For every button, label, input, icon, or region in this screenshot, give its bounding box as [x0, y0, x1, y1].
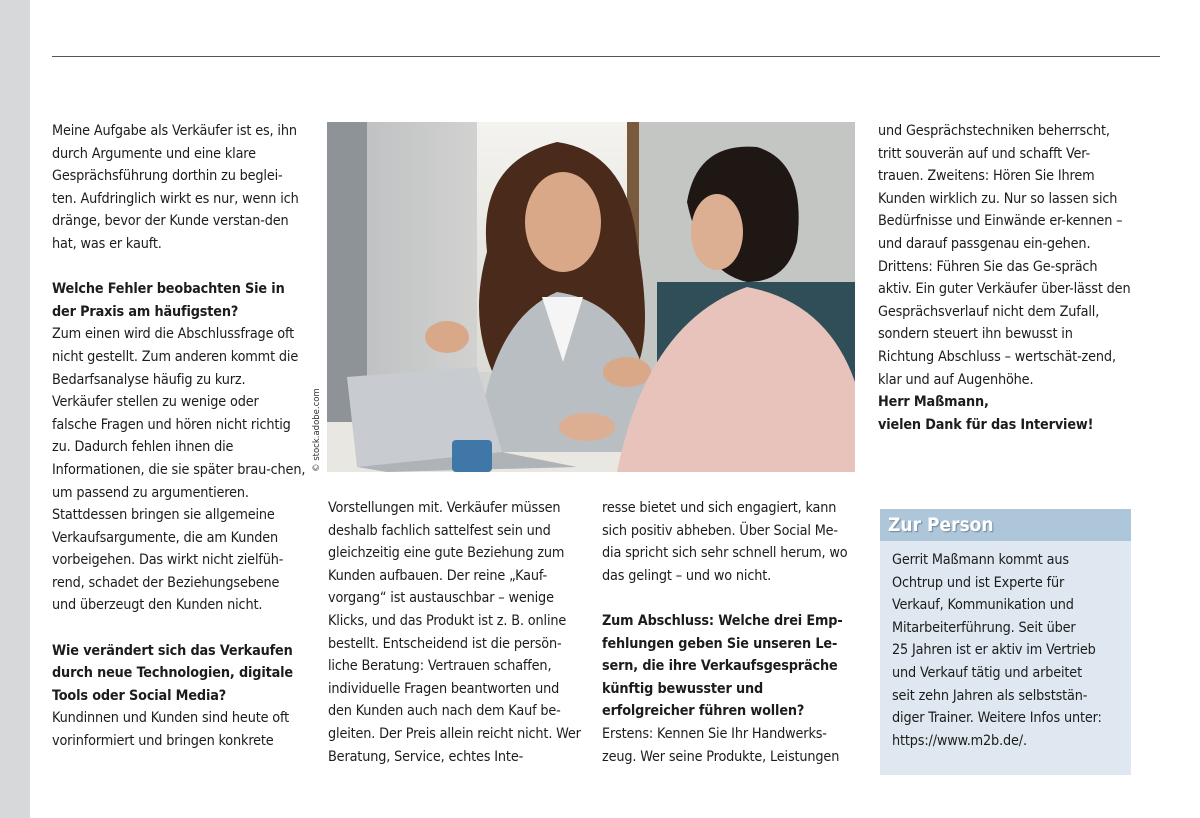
magazine-page	[30, 0, 1200, 818]
question-technology: Wie verändert sich das Verkaufen durch neue Technologien, digitale Tools oder Social Media?	[52, 642, 293, 704]
info-box-person	[880, 509, 1131, 775]
answer-errors: Zum einen wird die Abschlussfrage oft nicht gestellt. Zum anderen kommt die Bedarfsanalyse häufig zu kurz. Verkäufer stellen zu wenige oder falsche Fragen und hören nicht richtig zu. Dadurch fehlen ihnen die Informationen, die sie später brau-chen, um passend zu argumentieren. Stattdessen bringen sie allgemeine Verkaufsargumente, die am Kunden vorbeigehen. Das wirkt nicht zielfüh-rend, schadet der Beziehungsebene und überzeugt den Kunden nicht.	[52, 326, 306, 614]
info-box-text: Gerrit Maßmann kommt aus Ochtrup und ist Experte für Verkauf, Kommunikation und Mitarbeiterführung. Seit über 25 Jahren ist er aktiv im Vertrieb und Verkauf tätig und arbeitet seit zehn Jahren als selbststän- diger Trainer. Weitere Infos unter: https://www.m2b.de/.	[892, 552, 1102, 749]
paragraph-intro: Meine Aufgabe als Verkäufer ist es, ihn durch Argumente und eine klare Gesprächsführung dorthin zu beglei-ten. Aufdringlich wirkt es nur, wenn ich dränge, bevor der Kunde verstan-den hat, was er kauft.	[52, 123, 299, 252]
photo-credit: © stock.adobe.com	[312, 388, 322, 472]
paragraph-recommendations-cont: und Gesprächstechniken beherrscht, tritt souverän auf und schafft Ver-trauen. Zweitens: Hören Sie Ihrem Kunden wirklich zu. Nur so lassen sich Bedürfnisse und Einwände er-kennen – und darauf passgenau ein-gehen. Drittens: Führen Sie das Ge-spräch aktiv. Ein guter Verkäufer über-lässt den Gesprächsverlauf nicht dem Zufall, sondern steuert ihn bewusst in Richtung Abschluss – wertschät-zend, klar und auf Augenhöhe.	[878, 123, 1131, 388]
column-2	[328, 497, 581, 768]
question-errors: Welche Fehler beobachten Sie in der Praxis am häufigsten?	[52, 281, 285, 320]
column-3	[602, 497, 857, 768]
closing-thanks: Herr Maßmann, vielen Dank für das Interview!	[878, 394, 1094, 433]
column-1	[52, 120, 306, 753]
photo-illustration	[327, 122, 855, 472]
answer-technology-start: Kundinnen und Kunden sind heute oft vorinformiert und bringen konkrete	[52, 710, 290, 750]
column-4	[878, 120, 1132, 436]
answer-recommendations-start: Erstens: Kennen Sie Ihr Handwerks-zeug. Wer seine Produkte, Leistungen	[602, 725, 840, 765]
question-recommendations: Zum Abschluss: Welche drei Emp-fehlungen geben Sie unseren Le-sern, die ihre Verkaufsgespräche künftig bewusster und erfolgreicher führen wollen?	[602, 612, 843, 720]
paragraph-social-media: resse bietet und sich engagiert, kann sich positiv abheben. Über Social Me-dia spricht sich sehr schnell herum, wo das gelingt – und wo nicht.	[602, 500, 848, 584]
info-box-title: Zur Person	[880, 509, 1131, 541]
paragraph-technology-cont: Vorstellungen mit. Verkäufer müssen deshalb fachlich sattelfest sein und gleichzeitig eine gute Beziehung zum Kunden aufbauen. Der reine „Kauf-vorgang“ ist austauschbar – wenige Klicks, und das Produkt ist z. B. online bestellt. Entscheidend ist die persön-liche Beratung: Vertrauen schaffen, individuelle Fragen beantworten und den Kunden auch nach dem Kauf be-gleiten. Der Preis allein reicht nicht. Wer Beratung, Service, echtes Inte-	[328, 500, 581, 765]
top-rule	[52, 56, 1160, 57]
article-photo	[327, 122, 855, 472]
